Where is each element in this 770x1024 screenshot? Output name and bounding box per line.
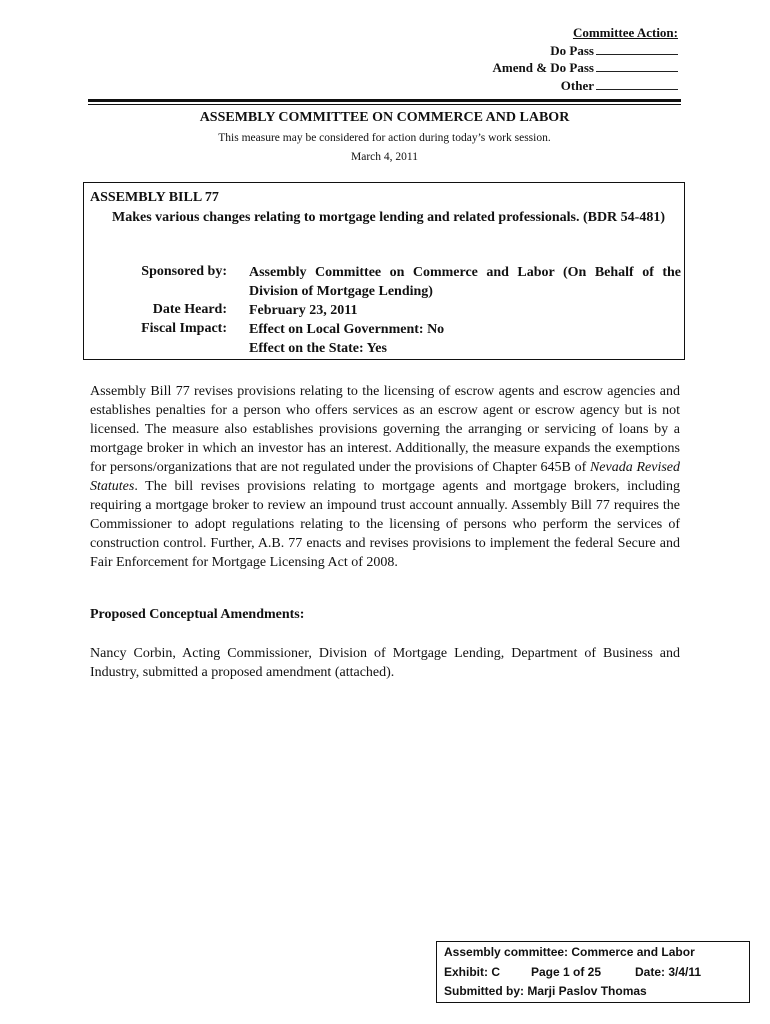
stamp-submitted-by: Submitted by: Marji Paslov Thomas: [444, 984, 647, 998]
committee-action-title: Committee Action:: [572, 25, 678, 40]
action-do-pass: [438, 42, 678, 60]
action-blank-line: [596, 60, 678, 72]
bill-description: Makes various changes relating to mortgage lending and related professionals. (BDR 54-481): [112, 210, 665, 225]
work-session-notice: This measure may be considered for action during today’s work session.: [218, 132, 551, 144]
committee-heading: ASSEMBLY COMMITTEE ON COMMERCE AND LABOR: [199, 110, 570, 125]
stamp-committee: Assembly committee: Commerce and Labor: [444, 945, 695, 959]
action-do-pass-label: Do Pass: [550, 42, 594, 58]
fiscal-impact-label: Fiscal Impact:: [141, 321, 227, 336]
date-heard-label: Date Heard:: [152, 302, 227, 317]
summary-statute-name: Nevada Revised Statutes: [90, 460, 680, 494]
action-amend-do-pass: [438, 59, 678, 77]
proposed-amendments-text: Nancy Corbin, Acting Commissioner, Division of Mortgage Lending, Department of Business and Industry, submitted a proposed amendment (attached).: [90, 646, 680, 680]
fiscal-local-value: Effect on Local Government: No: [249, 322, 445, 337]
sponsored-by-value: Assembly Committee on Commerce and Labor (On Behalf of the Division of Mortgage Lending): [249, 265, 681, 299]
action-blank-line: [596, 43, 678, 55]
proposed-amendments-heading: Proposed Conceptual Amendments:: [90, 607, 305, 622]
bill-summary-paragraph: [90, 382, 680, 572]
sponsored-by-label: Sponsored by:: [141, 264, 227, 279]
action-other: [438, 77, 678, 95]
exhibit-stamp: [436, 941, 750, 1003]
action-other-label: Other: [560, 77, 594, 93]
action-blank-line: [596, 78, 678, 90]
stamp-page: Page 1 of 25: [531, 965, 602, 979]
summary-text-2: . The bill revises provisions relating to mortgage agents and mortgage brokers, including requiring a mortgage broker to review an impound trust account annually. Assembly Bill 77 requires the Commissioner to adopt regulations relating to the licensing of persons who perform the services of construction control. Further, A.B. 77 enacts and revises provisions to implement the federal Secure and Fair Enforcement for Mortgage Licensing Act of 2008.: [90, 479, 680, 570]
header-rule-thin: [88, 104, 681, 105]
meeting-date: March 4, 2011: [351, 151, 418, 163]
fiscal-state-value: Effect on the State: Yes: [249, 341, 387, 356]
bill-title: ASSEMBLY BILL 77: [90, 190, 219, 205]
stamp-date: Date: 3/4/11: [635, 965, 702, 979]
action-amend-label: Amend & Do Pass: [492, 60, 594, 75]
header-rule-thick: [88, 99, 681, 102]
committee-action-block: [438, 24, 678, 94]
stamp-exhibit: Exhibit: C: [444, 965, 500, 979]
summary-text-1: Assembly Bill 77 revises provisions relating to the licensing of escrow agents and escrow agencies and establishes penalties for a person who offers services as an escrow agent or escrow agency but is not licensed. The measure also establishes provisions governing the arranging or servicing of loans by a mortgage broker in which an investor has an interest. Additionally, the measure expands the exemptions for persons/organizations that are not regulated under the provisions of Chapter 645B of: [90, 384, 680, 475]
date-heard-value: February 23, 2011: [249, 303, 358, 318]
